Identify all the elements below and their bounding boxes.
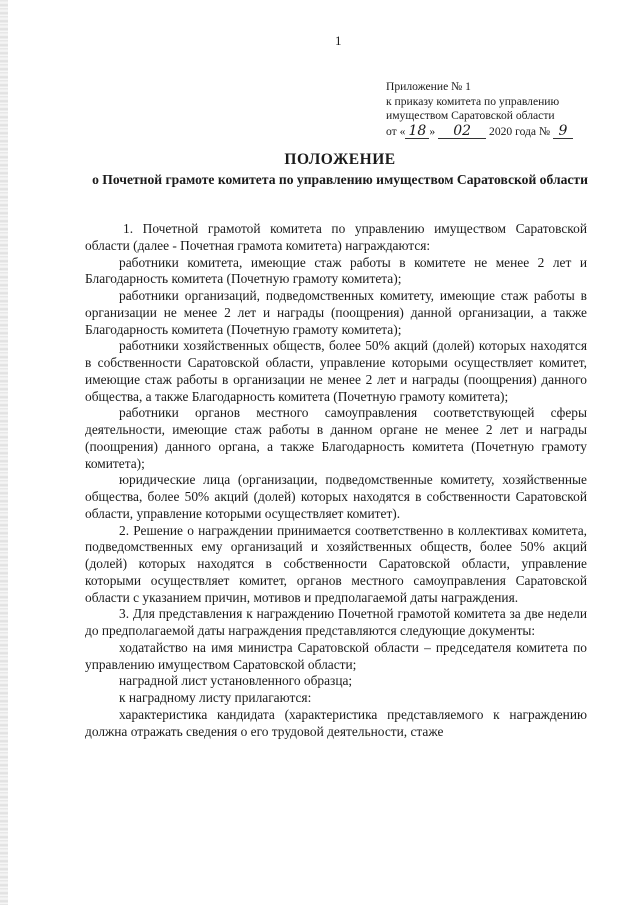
paragraph: юридические лица (организации, подведомственные комитету, хозяйственные общества, более 50% акций (долей) которых находятся в собственности Саратовской области, управление которыми осуществляет комитет). — [85, 472, 587, 521]
appendix-block — [386, 80, 596, 139]
paragraph: работники хозяйственных обществ, более 50% акций (долей) которых находятся в собственности Саратовской области, управление которыми осуществляет комитет, имеющие стаж работы в организации не менее 2 лет и награды (поощрения) данного общества, а также Благодарность комитета (Почетную грамоту комитета); — [85, 338, 587, 404]
appendix-order-line: к приказу комитета по управлению — [386, 94, 560, 108]
scan-edge — [0, 0, 8, 905]
title-subheading: о Почетной грамоте комитета по управлению имуществом Саратовской области — [92, 172, 588, 187]
handwritten-day: 18 — [405, 124, 429, 140]
appendix-title: Приложение № 1 — [386, 80, 471, 93]
date-year: 2020 года № — [489, 124, 551, 138]
paragraph: 2. Решение о награждении принимается соответственно в коллективах комитета, подведомственных ему организаций и хозяйственных обществ, более 50% акций (долей) которых находятся в собственности Саратовской области, управление которыми осуществляет комитет, органов местного самоуправления Саратовской области с указанием причин, мотивов и предполагаемой даты награждения. — [85, 522, 587, 605]
page-number: 1 — [335, 33, 342, 48]
paragraph: работники органов местного самоуправления соответствующей сферы деятельности, имеющие стаж работы в данном органе не менее 2 лет и награды (поощрения) данного органа, а также Благодарность комитета (Почетную грамоту комитета); — [85, 405, 587, 471]
paragraph: характеристика кандидата (характеристика представляемого к награждению должна отражать сведения о его трудовой деятельности, стаже — [85, 706, 587, 739]
appendix-committee-line: имуществом Саратовской области — [386, 109, 555, 122]
handwritten-number: 9 — [553, 124, 573, 140]
paragraph: 1. Почетной грамотой комитета по управлению имуществом Саратовской области (далее - Почетная грамота комитета) награждаются: — [85, 221, 587, 253]
handwritten-month: 02 — [438, 124, 486, 140]
document-title — [60, 150, 620, 188]
paragraph: ходатайство на имя министра Саратовской области – председателя комитета по управлению имуществом Саратовской области; — [85, 639, 587, 672]
date-day-close: » — [429, 124, 436, 138]
date-prefix: от « — [386, 124, 406, 138]
paragraph: к наградному листу прилагаются: — [119, 690, 312, 705]
paragraph: наградной лист установленного образца; — [119, 673, 353, 689]
paragraph: работники комитета, имеющие стаж работы в комитете не менее 2 лет и Благодарность комитета (Почетную грамоту комитета); — [85, 254, 587, 287]
appendix-date-line — [386, 124, 596, 140]
title-heading: ПОЛОЖЕНИЕ — [284, 151, 396, 168]
paragraph: 3. Для представления к награждению Почетной грамотой комитета за две недели до предполагаемой даты награждения представляются следующие документы: — [85, 606, 587, 638]
paragraph: работники организаций, подведомственных комитету, имеющие стаж работы в организации не менее 2 лет и награды (поощрения) данной организации, а также Благодарность комитета (Почетную грамоту комитета); — [85, 288, 587, 337]
document-body — [85, 221, 587, 740]
